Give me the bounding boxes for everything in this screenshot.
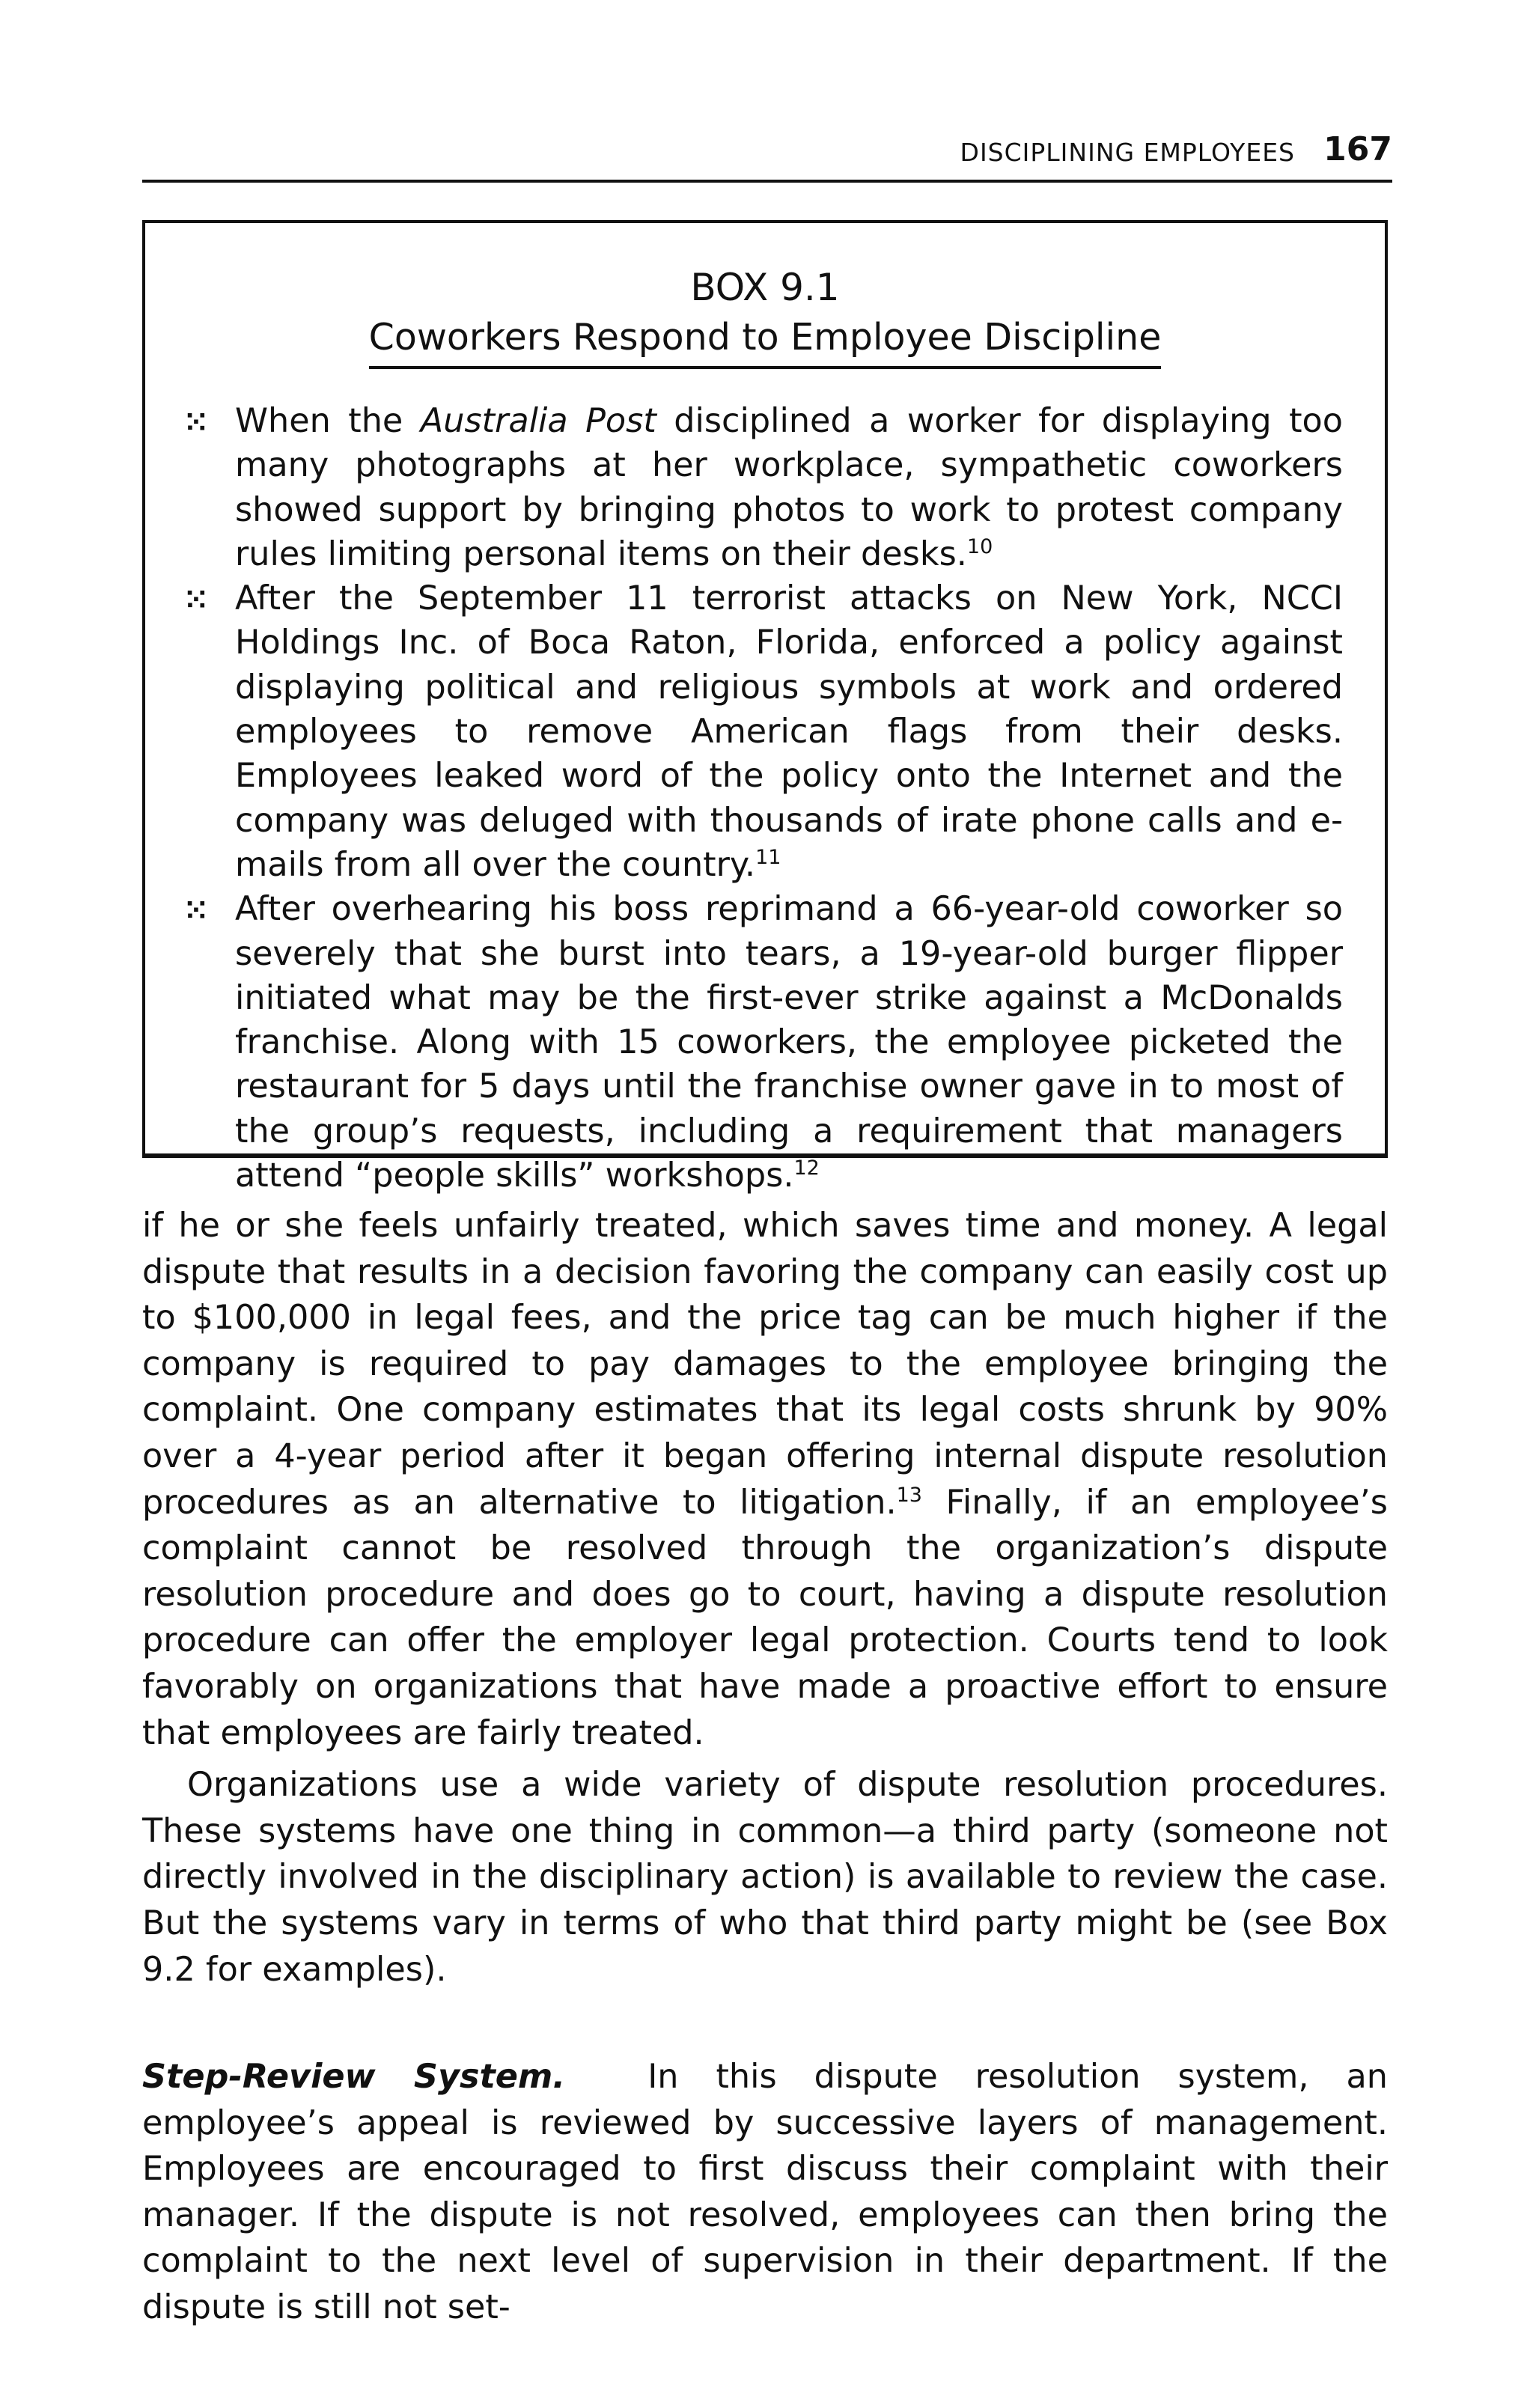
- box-bullet-list: [145, 399, 1385, 1198]
- footnote-ref: 11: [755, 846, 781, 870]
- paragraph-text: if he or she feels unfairly treated, which saves time and money. A legal dispute that results in a decision favoring the company can easily cost up to $100,000 in legal fees, and the price tag can be much higher if the company is required to pay damages to the employee bringing the complaint. One company estimates that its legal costs shrunk by 90% over a 4-year period after it began offering internal dispute resolution procedures as an alternative to litigation.: [142, 1207, 1388, 1522]
- box-item-text-lead: When the: [235, 402, 421, 440]
- page-number: 167: [1323, 130, 1392, 168]
- box-number: BOX 9.1: [690, 266, 840, 309]
- box-title-text: Coworkers Respond to Employee Discipline: [369, 316, 1162, 369]
- box-list-item: [184, 576, 1343, 887]
- bullet-icon: ⁙: [184, 583, 208, 617]
- body-paragraph: [142, 1203, 1388, 1756]
- footnote-ref: 10: [966, 535, 993, 559]
- sidebar-box: [142, 220, 1388, 1195]
- box-item-text: After the September 11 terrorist attacks on New York, NCCI Holdings Inc. of Boca Raton, Florida, enforced a policy against displaying political and religious symbols at work and ordered employees to remove American flags from their desks. Employees leaked word of the policy onto the Internet and the company was deluged with thousands of irate phone calls and e-mails from all over the country.: [235, 579, 1343, 884]
- body-paragraph: [142, 2054, 1388, 2331]
- run-in-heading: Step-Review System.: [142, 2058, 566, 2097]
- running-header-section: DISCIPLINING EMPLOYEES: [960, 138, 1295, 167]
- box-list-item: [184, 399, 1343, 576]
- paragraph-text: Finally, if an employee’s complaint cannot be resolved through the organization’s dispute resolution procedure and does go to court, having a dispute resolution procedure can offer the employer legal protection. Courts tend to look favorably on organizations that have made a proactive effort to ensure that employees are fairly treated.: [142, 1483, 1388, 1752]
- bullet-icon: ⁙: [184, 406, 208, 439]
- box-title: [145, 316, 1385, 369]
- body-text: [142, 1203, 1388, 2331]
- body-paragraph: Organizations use a wide variety of dispute resolution procedures. These systems have one thing in common—a third party (someone not directly involved in the disciplinary action) is available to review the case. But the systems vary in terms of who that third party might be (see Box 9.2 for examples).: [142, 1766, 1388, 1989]
- bullet-icon: ⁙: [184, 894, 208, 927]
- book-page: [142, 127, 1392, 2327]
- box-list-item: [184, 887, 1343, 1198]
- box-item-text: disciplined a worker for displaying too many photographs at her workplace, sympathetic coworkers showed support by bringing photos to work to protest company rules limiting personal items on their desks.: [235, 402, 1343, 573]
- running-header: [142, 127, 1392, 183]
- paragraph-text: In this dispute resolution system, an employee’s appeal is reviewed by successive layers of management. Employees are encouraged to first discuss their complaint with their manager. If the dispute is not resolved, employees can then bring the complaint to the next level of supervision in their department. If the dispute is still not set-: [142, 2058, 1388, 2327]
- box-item-emphasis: Australia Post: [420, 402, 656, 440]
- footnote-ref: 12: [793, 1156, 820, 1180]
- box-item-text: After overhearing his boss reprimand a 66-year-old coworker so severely that she burst into tears, a 19-year-old burger flipper initiated what may be the first-ever strike against a McDonalds franchise. Along with 15 coworkers, the employee picketed the restaurant for 5 days until the franchise owner gave in to most of the group’s requests, including a requirement that managers attend “people skills” workshops.: [235, 890, 1343, 1195]
- footnote-ref: 13: [896, 1483, 922, 1507]
